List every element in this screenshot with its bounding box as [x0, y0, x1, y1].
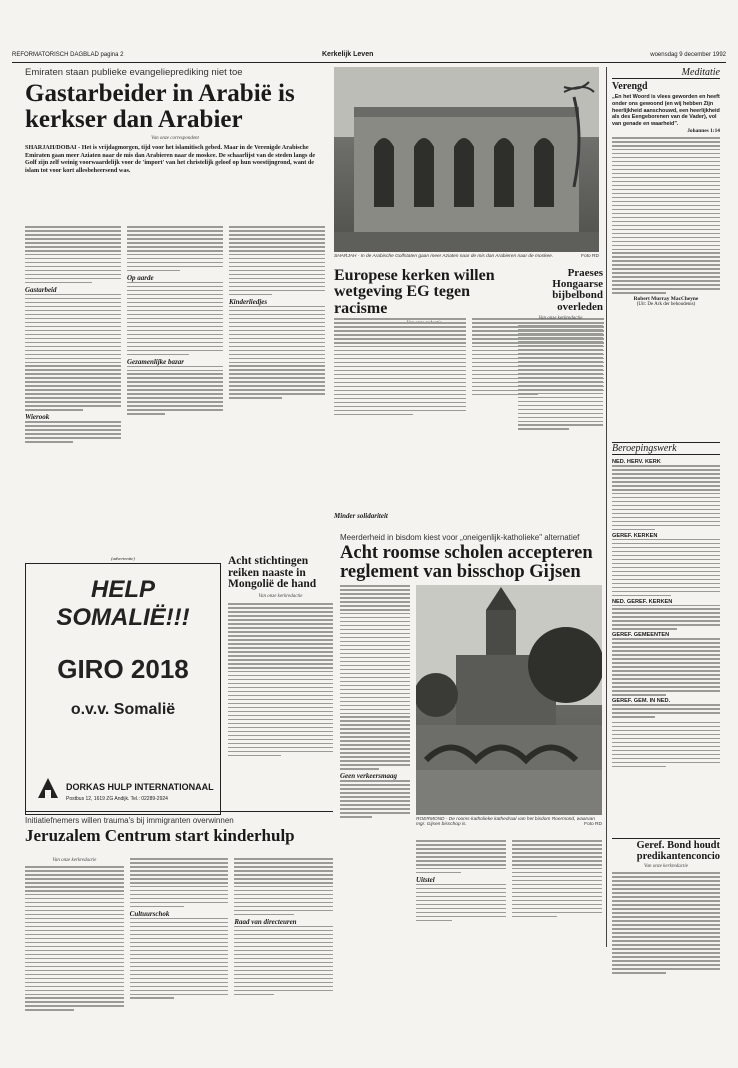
- sidebar-divider: [606, 67, 607, 947]
- article-geref-bond: [612, 838, 720, 976]
- article-jeruzalem: [25, 816, 333, 844]
- cathedral-illustration: [416, 585, 602, 815]
- meditatie-author: Robert Murray MacCheyne: [633, 296, 699, 303]
- article-byline: Van onze kerkredactie: [644, 864, 688, 870]
- article-headline: Acht roomse scholen accepteren reglement van bisschop Gijsen: [340, 543, 593, 582]
- section-divider: [25, 811, 333, 812]
- article-body-columns: [25, 858, 333, 1013]
- text-lines: [25, 421, 121, 443]
- beroepingswerk-label: Beroepingswerk: [612, 442, 720, 455]
- masthead-date: woensdag 9 december 1992: [650, 52, 726, 58]
- text-lines: [228, 603, 333, 756]
- text-lines: [612, 539, 720, 596]
- meditatie-author-note: (Uit: De Ark der behoudenis): [636, 302, 696, 308]
- article-column: [130, 858, 229, 1013]
- article-kicker: Initiatiefnemers willen trauma's bij immigranten overwinnen: [25, 816, 234, 825]
- meditatie-label: Meditatie: [612, 67, 720, 79]
- ad-somalie: SOMALIË!!!: [56, 604, 190, 631]
- ad-ovv: o.v.v. Somalië: [70, 701, 176, 718]
- article-lead: SHARJAH/DOBAI - Het is vrijdagmorgen, tijd voor het islamitisch gebed. Maar in de Verenigde Arabische Emiraten gaan meer Aziaten naar de mis dan Arabieren naar de moskee. De schaarlijst van de steden langs de Golf zijn zelf weinig voorwaardelijk voor de 'import' van het christelijk geloof op hun woestijngrond, want de islam tot voor kort allesbeheersend was.: [25, 144, 316, 174]
- subhead: Minder solidariteit: [334, 512, 388, 520]
- subhead: Op aarde: [127, 273, 154, 282]
- photo-roermond-cathedral: [416, 585, 602, 815]
- advertisement: [25, 556, 221, 815]
- masthead: [12, 50, 726, 63]
- article-praeses: [518, 268, 603, 432]
- section-heading: GEREF. GEM. IN NED.: [612, 698, 671, 705]
- article-body-columns: [25, 226, 325, 556]
- section-heading: NED. HERV. KERK: [612, 459, 661, 465]
- article-column: [340, 585, 410, 820]
- text-lines: [229, 226, 325, 295]
- text-lines: [25, 294, 121, 411]
- article-byline: Van onze correspondent: [151, 136, 199, 141]
- ad-frame: [25, 563, 221, 815]
- article-roomse-scholen: [340, 533, 602, 582]
- article-column: [416, 840, 506, 924]
- subhead: Wierook: [25, 413, 50, 422]
- text-lines: [340, 780, 410, 817]
- text-lines: [25, 866, 124, 1011]
- subhead: Gezamenlijke bazar: [127, 357, 184, 366]
- text-lines: [130, 858, 229, 907]
- text-lines: [229, 306, 325, 399]
- ad-giro: GIRO 2018: [57, 654, 189, 684]
- text-lines: [334, 318, 466, 418]
- text-lines: [612, 605, 720, 631]
- meditatie-title: Verengd: [612, 81, 648, 92]
- article-headline: Gastarbeider in Arabië is kerkser dan Arabier: [25, 80, 295, 133]
- ad-label: (advertentie): [111, 556, 135, 561]
- text-lines: [512, 840, 602, 924]
- photo-credit: Foto RD: [581, 254, 599, 259]
- masthead-paper: REFORMATORISCH DAGBLAD pagina 2: [12, 52, 124, 58]
- text-lines: [612, 872, 720, 973]
- article-byline: Van onze kerkredactie: [52, 858, 97, 863]
- ad-org: DORKAS HULP INTERNATIONAAL: [66, 782, 214, 792]
- article-headline: Acht stichtingen reiken naaste in Mongolië de hand: [228, 555, 317, 591]
- text-lines: [518, 325, 603, 430]
- photo-credit: Foto RD: [584, 822, 602, 827]
- article-column: [229, 226, 325, 556]
- text-lines: [234, 858, 333, 915]
- meditatie-box: [612, 67, 720, 307]
- article-gastarbeider: [25, 67, 325, 174]
- section-heading: NED. GEREF. KERKEN: [612, 598, 673, 605]
- text-lines: [130, 918, 229, 999]
- article-column: [25, 858, 124, 1013]
- meditatie-ref: Johannes 1:14: [687, 127, 720, 134]
- section-heading: GEREF. KERKEN: [612, 532, 658, 539]
- text-lines: [416, 840, 506, 873]
- caption-text: SHARJAH - In de Arabische Golfstaten gaan meer Aziaten naar de mis dan Arabieren naar de moskee.: [334, 254, 554, 259]
- photo-caption: [334, 254, 599, 259]
- masthead-section: Kerkelijk Leven: [322, 51, 374, 58]
- text-lines: [612, 704, 720, 718]
- article-column: [127, 226, 223, 556]
- text-lines: [612, 137, 720, 294]
- article-headline: Jeruzalem Centrum start kinderhulp: [25, 826, 295, 845]
- text-lines: [234, 926, 333, 995]
- article-byline: Van onze kerkredactie: [258, 594, 303, 600]
- article-body-columns: [416, 840, 602, 924]
- article-headline: Praeses Hongaarse bijbelbond overleden: [552, 267, 603, 313]
- text-lines: [612, 722, 720, 767]
- text-lines: [127, 282, 223, 355]
- ad-help: HELP: [90, 576, 155, 603]
- article-byline: Van onze kerkredactie: [538, 315, 583, 321]
- article-headline: Geref. Bond houdt predikantenconcio: [612, 838, 720, 862]
- subhead: Raad van directeuren: [234, 917, 297, 926]
- text-lines: [25, 226, 121, 283]
- photo-caption: [416, 817, 602, 827]
- text-lines: [127, 226, 223, 271]
- dorkas-logo-icon: [36, 776, 60, 800]
- text-lines: [340, 585, 410, 770]
- text-lines: [612, 638, 720, 695]
- section-heading: GEREF. GEMEENTEN: [612, 632, 670, 639]
- subhead: Cultuurschok: [129, 909, 170, 918]
- caption-text: ROERMOND - De rooms-katholieke kathedraal van het bisdom Roermond, waarvan mgr. Gijsen bisschop is.: [416, 817, 595, 827]
- article-column: [234, 858, 333, 1013]
- subhead: Gastarbeid: [25, 285, 57, 294]
- article-kicker: Meerderheid in bisdom kiest voor „oneigenlijk-katholieke" alternatief: [340, 533, 580, 542]
- subhead: Uitstel: [416, 875, 435, 884]
- beroepingswerk-box: [612, 442, 720, 770]
- article-column: [25, 226, 121, 556]
- text-lines: [127, 366, 223, 415]
- photo-sharjah-building: [334, 67, 599, 252]
- building-illustration: [334, 67, 599, 252]
- meditatie-quote: „En het Woord is vlees geworden en heeft onder ons gewoond (en wij hebben Zijn heerlijkheid aanschouwd, een heerlijkheid als des Eengeborenen van de Vader), vol van genade en waarheid".: [612, 94, 720, 128]
- text-lines: [612, 465, 720, 530]
- subhead: Kinderliedjes: [229, 297, 268, 306]
- text-lines: [416, 884, 506, 921]
- article-kicker: Emiraten staan publieke evangelieprediking niet toe: [25, 67, 243, 78]
- ad-address: Postbus 12, 1619 ZG Andijk. Tel.: 02289-2924: [66, 796, 168, 802]
- article-mongolie: [228, 556, 333, 759]
- article-headline: Europese kerken willen wetgeving EG tegen racisme: [334, 267, 495, 317]
- subhead: Geen verkeersmaag: [340, 772, 397, 781]
